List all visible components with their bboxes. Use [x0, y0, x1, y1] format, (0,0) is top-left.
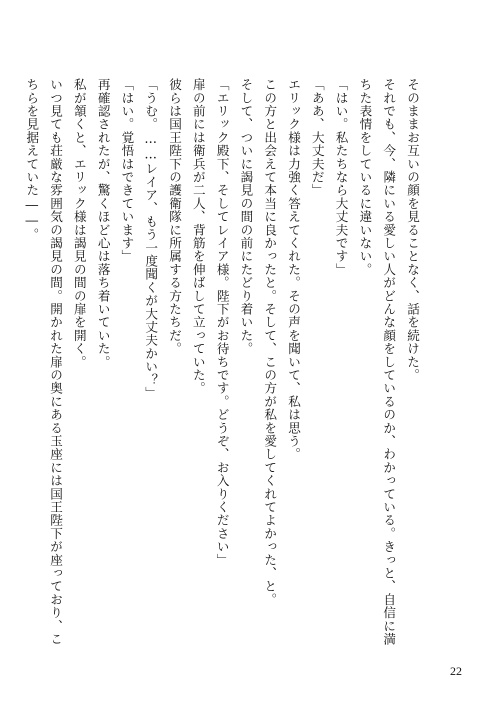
text-line: 「エリック殿下、そしてレイア様。陛下がお待ちです。どうぞ、お入りください」 — [214, 78, 230, 567]
text-line: 「うむ。……レイア、もう一度聞くが大丈夫かい？」 — [143, 78, 159, 400]
text-line: ちらを見据えていた――。 — [24, 78, 40, 242]
text-line: 扉の前には衛兵が二人、背筋を伸ばして立っていた。 — [190, 78, 206, 395]
page-number: 22 — [450, 664, 462, 678]
text-line: いつ見ても荘厳な雰囲気の謁見の間。開かれた扉の奥にある玉座には国王陛下が座っており、こ — [48, 78, 64, 646]
text-line: ちた表情をしているに違いない。 — [357, 78, 373, 276]
text-line: 再確認されたが、驚くほど心は落ち着いていた。 — [95, 78, 111, 369]
text-line: 「はい。覚悟はできています」 — [119, 78, 135, 263]
text-line: 「はい。私たちなら大丈夫です」 — [333, 78, 349, 276]
text-line: 「ああ、大丈夫だ」 — [309, 78, 325, 197]
text-line: エリック様は力強く答えてくれた。その声を聞いて、私は思う。 — [286, 78, 302, 461]
vertical-text-body — [19, 78, 424, 646]
text-line: この方と出会えて本当に良かったと。そして、この方が私を愛してくれてよかった、と。 — [262, 78, 278, 606]
text-line: 私が頷くと、エリック様は謁見の間の扉を開く。 — [71, 78, 87, 369]
text-line: そのままお互いの顔を見ることなく、話を続けた。 — [405, 78, 420, 382]
text-line: それでも、今、隣にいる愛しい人がどんな顔をしているのか、わかっている。きっと、自信に満 — [381, 78, 397, 646]
text-line: そして、ついに謁見の間の前にたどり着いた。 — [238, 78, 254, 356]
text-line: 彼らは国王陛下の護衛隊に所属する方たちだ。 — [167, 78, 183, 356]
